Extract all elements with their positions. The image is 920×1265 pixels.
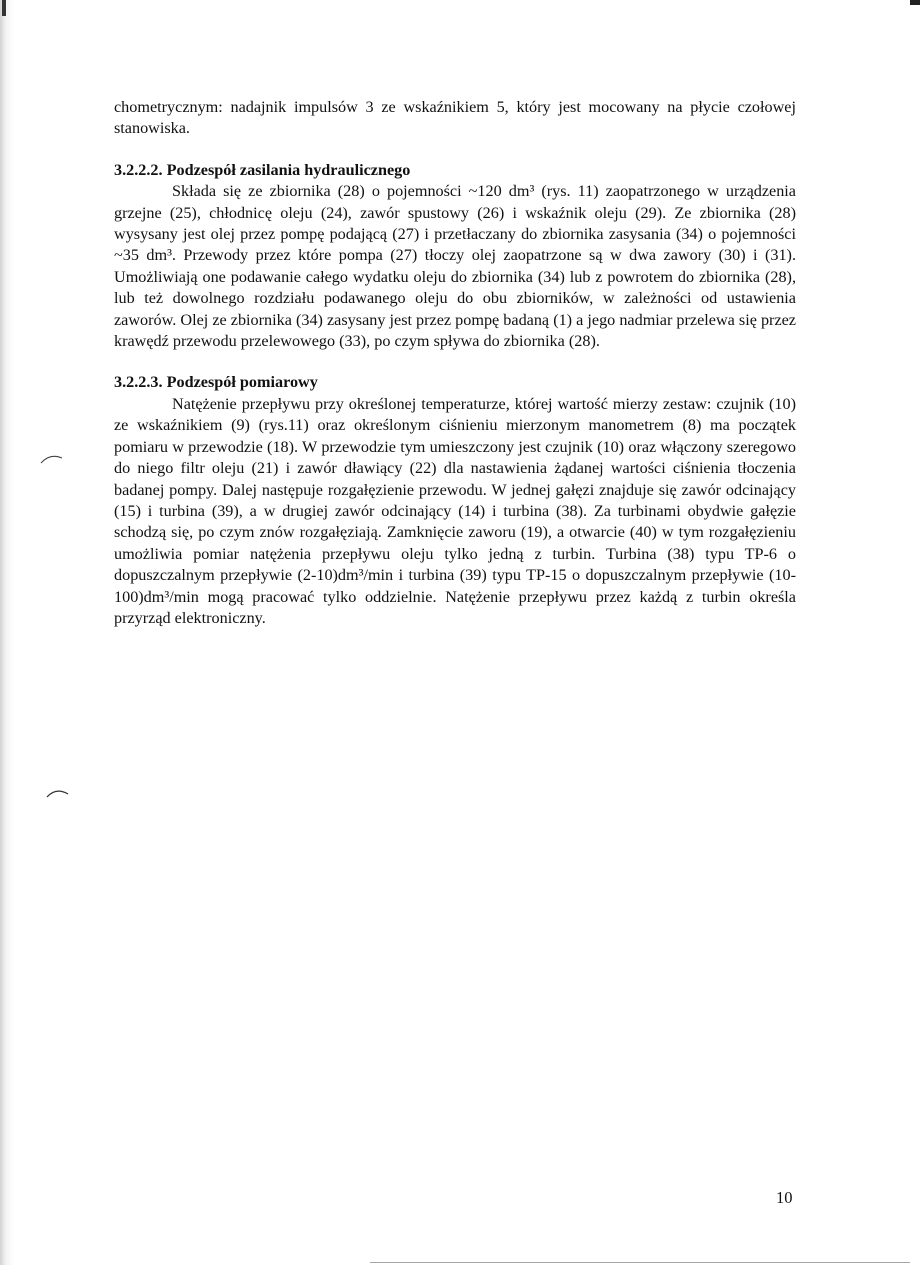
section-heading-measurement: 3.2.2.3. Podzespół pomiarowy: [114, 373, 318, 392]
section-body-hydraulic: Składa się ze zbiornika (28) o pojemności ~120 dm³ (rys. 11) zaopatrzonego w urządzenia grzejne (25), chłodnicę oleju (24), zawór spustowy (26) i wskaźnik oleju (29). Ze zbiornika (28) wysysany jest olej przez pompę podającą (27) i przetłaczany do zbiornika zasysania (34) o pojemności ~35 dm³. Przewody przez które pompa (27) tłoczy olej zaopatrzone są w dwa zawory (30) i (31). Umożliwiają one podawanie całego wydatku oleju do zbiornika (34) lub z powrotem do zbiornika (28), lub też dowolnego rozdziału podawanego oleju do obu zbiorników, w zależności od ustawienia zaworów. Olej ze zbiornika (34) zasysany jest przez pompę badaną (1) a jego nadmiar przelewa się przez krawędź przewodu przelewowego (33), po czym spływa do zbiornika (28).: [114, 182, 796, 351]
punch-hole-arc-lower: [46, 786, 70, 798]
section-heading-hydraulic: 3.2.2.2. Podzespół zasilania hydraulicznego: [114, 160, 411, 179]
page-number: 10: [776, 1188, 793, 1207]
punch-hole-arc-upper: [40, 452, 64, 464]
scan-artifact-top-right: [910, 0, 920, 5]
document-body: [114, 97, 796, 629]
scan-left-edge-shadow: [0, 0, 14, 1265]
scan-artifact-bottom-line: [370, 1262, 910, 1263]
intro-paragraph: chometrycznym: nadajnik impulsów 3 ze wskaźnikiem 5, który jest mocowany na płycie czołowej stanowiska.: [114, 98, 796, 138]
scan-artifact-top-left: [2, 0, 6, 16]
section-body-measurement: Natężenie przepływu przy określonej temperaturze, której wartość mierzy zestaw: czujnik (10) ze wskaźnikiem (9) (rys.11) oraz określonym ciśnieniu mierzonym manometrem (8) ma początek pomiaru w przewodzie (18). W przewodzie tym umieszczony jest czujnik (10) oraz włączony szeregowo do niego filtr oleju (21) i zawór dławiący (22) dla nastawienia żądanej wartości ciśnienia tłoczenia badanej pompy. Dalej następuje rozgałęzienie przewodu. W jednej gałęzi znajduje się zawór odcinający (15) i turbina (39), a w drugiej zawór odcinający (14) i turbina (38). Za turbinami obydwie gałęzie schodzą się, po czym znów rozgałęziają. Zamknięcie zaworu (19), a otwarcie (40) w tym rozgałęzieniu umożliwia pomiar natężenia przepływu oleju tylko jedną z turbin. Turbina (38) typu TP-6 o dopuszczalnym przepływie (2-10)dm³/min i turbina (39) typu TP-15 o dopuszczalnym przepływie (10-100)dm³/min mogą pracować tylko oddzielnie. Natężenie przepływu przez każdą z turbin określa przyrząd elektroniczny.: [114, 394, 796, 627]
